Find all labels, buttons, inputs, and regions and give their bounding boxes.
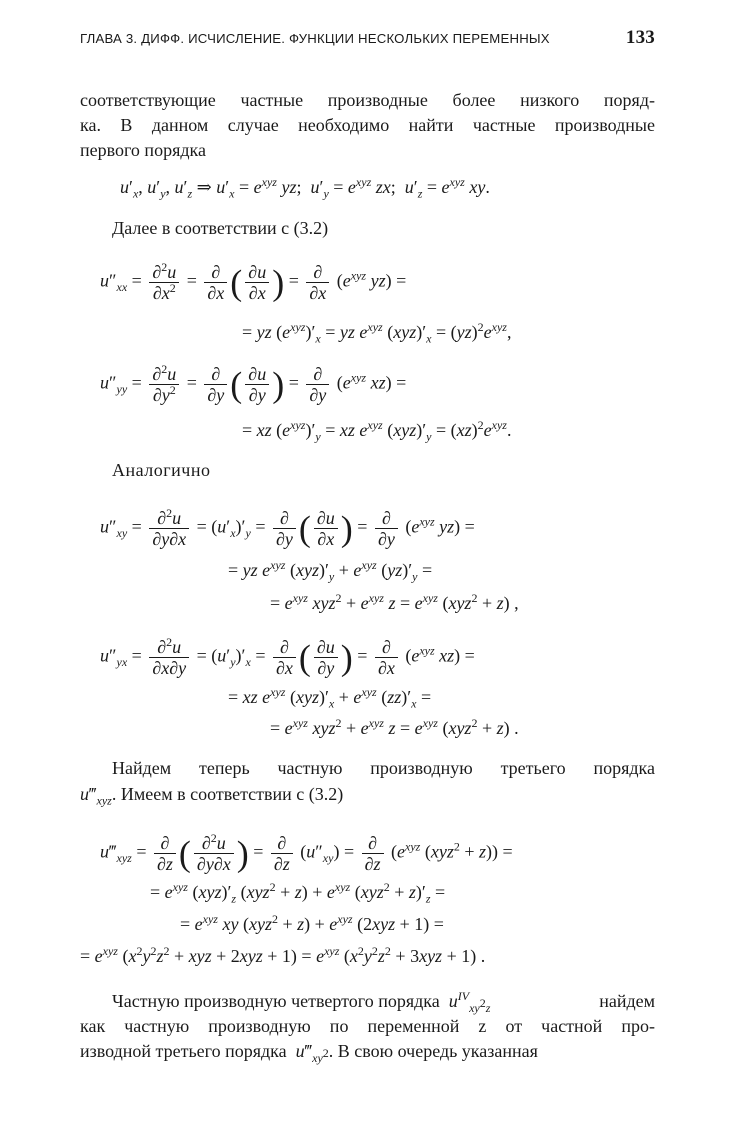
para3-line2: как частную производную по переменной z от частной про- bbox=[80, 1016, 655, 1036]
para2-line2-text: . Имеем в соответствии с (3.2) bbox=[111, 784, 344, 804]
para3-line3-prefix: изводной третьего порядка bbox=[80, 1041, 287, 1061]
text-dalee: Далее в соответствии с (3.2) bbox=[112, 218, 329, 238]
equation-uyy-line2: = xz $(e^{xyz})'_y$ = xz $e^{xyz}$ $(xyz)'_y = (xz)^2e^{xyz}$. bbox=[242, 418, 512, 444]
text-analogichno: Аналогично bbox=[112, 460, 211, 480]
para1-line1: соответствующие частные производные более низкого поряд- bbox=[80, 90, 655, 110]
equation-uyx-line3: = $e^{xyz}$ $xyz^2 + e^{xyz}$ $z = e^{xyz}$ (xyz$^2$ + z) . bbox=[270, 716, 519, 738]
equation-uxy-line3: = $e^{xyz}$ $xyz^2 + e^{xyz}$ $z = e^{xyz}$ (xyz$^2$ + z) , bbox=[270, 591, 519, 613]
inline-math-uxyz: $u‴_{xyz}$ bbox=[80, 784, 112, 808]
equation-uxy-line2: = yz $e^{xyz}$ $(xyz)'_y + e^{xyz}$ $(yz)'_y$ = bbox=[228, 558, 433, 584]
inline-math-uIV: $u^{IV}_{xy^2z}$ bbox=[448, 989, 491, 1015]
page-number: 133 bbox=[625, 27, 655, 48]
para3-line1 bbox=[112, 989, 655, 1013]
equation-uyx-line2: = xz $e^{xyz}$ $(xyz)'_x + e^{xyz}$ $(zz)'_x$ = bbox=[228, 685, 432, 711]
equation-uxyz-line3: = $e^{xyz}$ xy $(xyz^2 + z) + e^{xyz}$ (2xyz + 1) = bbox=[180, 912, 444, 934]
equation-uxx-line2: = yz $(e^{xyz})'_x$ = yz $e^{xyz}$ $(xyz)'_x = (yz)^2e^{xyz}$, bbox=[242, 320, 512, 346]
chapter-title: ГЛАВА 3. ДИФФ. ИСЧИСЛЕНИЕ. ФУНКЦИИ НЕСКОЛЬКИХ ПЕРЕМЕННЫХ bbox=[80, 31, 550, 46]
para3-line3 bbox=[80, 1039, 655, 1063]
para3-line3-suffix: . В свою очередь указанная bbox=[328, 1041, 538, 1061]
para1-line2: ка. В данном случае необходимо найти частные производные bbox=[80, 115, 655, 135]
para1-line3: первого порядка bbox=[80, 140, 206, 160]
equation-first-order: $u'_x$, $u'_y$, $u'_z$ ⇒ $u'_x = e^{xyz}$ yz; $u'_y = e^{xyz}$ zx; $u'_z = e^{xyz}$ xy. bbox=[120, 175, 490, 201]
inline-math-uxy2: $u‴_{xy^2}$ bbox=[295, 1041, 329, 1065]
running-header bbox=[80, 28, 655, 50]
para3-line1-suffix: найдем bbox=[599, 991, 655, 1011]
para2-line2 bbox=[80, 782, 343, 806]
equation-uxyz-line1: $u‴_{xyz}$ = ∂ ∂z ( $\frac{\partial^2u}{\partial y\partial x}$ ) = ∂ ∂z $(u''_{xy})$ = ∂ ∂z ($e^{xyz}$ (xyz$^2$ + z)) = bbox=[100, 831, 513, 874]
equation-uxy-line1: $u''_{xy}$ = $\frac{\partial^2u}{\partial y\partial x}$ = $(u'_x)'_y$ = ∂ ∂y ( $\frac{\partial u}{\partial x}$ ) = ∂ ∂y ($e^{xyz}$ yz) = bbox=[100, 506, 475, 549]
equation-uxyz-line2: = $e^{xyz}$ $(xyz)'_z$ $(xyz^2 + z) + e^{xyz}$ $(xyz^2 + z)'_z$ = bbox=[150, 880, 446, 906]
equation-uyy-line1: $u''_{yy}$ = $\frac{\partial^2u}{\partial y^2}$ = ∂ ∂y ( $\frac{\partial u}{\partial y}$ ) = ∂ ∂y ($e^{xyz}$ xz) = bbox=[100, 362, 407, 405]
para2-line1: Найдем теперь частную производную третьего порядка bbox=[112, 758, 655, 778]
equation-uxx-line1: $u''_{xx}$ = $\frac{\partial^2u}{\partial x^2}$ = ∂ ∂x ( $\frac{\partial u}{\partial x}$ ) = ∂ ∂x ($e^{xyz}$ yz) = bbox=[100, 260, 407, 303]
equation-uyx-line1: $u''_{yx}$ = $\frac{\partial^2u}{\partial x\partial y}$ = $(u'_y)'_x$ = ∂ ∂x ( $\frac{\partial u}{\partial y}$ ) = ∂ ∂x ($e^{xyz}$ xz) = bbox=[100, 635, 475, 678]
equation-uxyz-line4: = $e^{xyz}$ ($x^2y^2z^2$ + xyz + $2xyz + 1) = e^{xyz}$ $(x^2y^2z^2 + 3xyz + 1)$ . bbox=[80, 944, 486, 966]
para3-line1-prefix: Частную производную четвертого порядка bbox=[112, 991, 440, 1011]
